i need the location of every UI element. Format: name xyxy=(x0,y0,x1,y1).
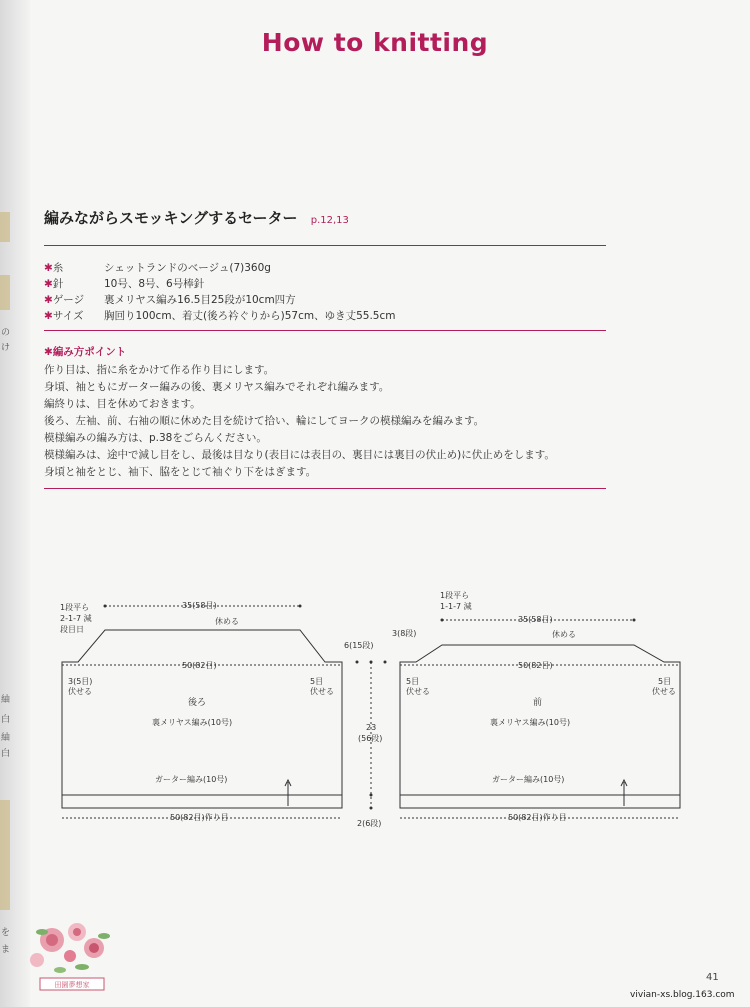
body-length-rows: (56段) xyxy=(358,734,383,743)
page-title: How to knitting xyxy=(261,28,489,57)
gutter-text: 紬 xyxy=(1,733,11,743)
front-piece-name: 前 xyxy=(533,698,543,708)
flower-icon xyxy=(30,923,110,973)
point-item: 後ろ、左袖、前、右袖の順に休めた目を続けて拾い、輪にしてヨークの模様編みを編みます。 xyxy=(44,415,485,427)
pattern-name: 編みながらスモッキングするセーター xyxy=(44,209,298,227)
back-top-width: 35(58目) xyxy=(182,601,217,610)
back-piece-name: 後ろ xyxy=(188,698,207,708)
watermark-text: vivian-xs.blog.163.com xyxy=(630,990,735,1000)
spec-label: 針 xyxy=(52,278,64,290)
spec-value: 裏メリヤス編み16.5目25段が10cm四方 xyxy=(104,294,296,306)
back-decrease-note: 1段平ら xyxy=(60,603,90,612)
points-heading: ✱編み方ポイント xyxy=(44,346,127,358)
point-item: 作り目は、指に糸をかけて作る作り目にします。 xyxy=(44,364,275,376)
spec-label: サイズ xyxy=(52,310,84,322)
front-right-bindoff: 伏せる xyxy=(652,687,676,696)
spec-value: シェットランドのベージュ(7)360g xyxy=(104,262,271,274)
back-decrease-note: 2-1-7 減 xyxy=(60,614,92,623)
flower-logo xyxy=(22,912,122,1006)
front-left-bindoff: 5目 xyxy=(406,677,420,686)
logo-text: 田園夢想家 xyxy=(54,981,90,989)
back-cast-on: 50(82目)作り目 xyxy=(170,813,229,822)
point-item: 模様編みは、途中で減し目をし、最後は目なり(表目には表目の、裏目には裏目の伏止め)に伏止めをします。 xyxy=(44,449,555,461)
point-item: 身頃と袖をとじ、袖下、脇をとじて袖ぐり下をはぎます。 xyxy=(44,466,317,478)
spec-needles: ✱針 10号、8号、6号棒針 xyxy=(44,278,205,290)
gutter-text: 紬 xyxy=(1,695,11,705)
spec-value: 胸回り100cm、着丈(後ろ衿ぐりから)57cm、ゆき丈55.5cm xyxy=(104,310,396,322)
star-icon: ✱ xyxy=(44,346,53,358)
back-right-bindoff: 5目 xyxy=(310,677,324,686)
gutter-text: の xyxy=(1,328,11,338)
gutter-text: を xyxy=(1,928,11,938)
back-garter: ガーター編み(10号) xyxy=(155,775,228,784)
back-stitch: 裏メリヤス編み(10号) xyxy=(152,718,233,727)
gutter-text: 白 xyxy=(1,749,11,759)
front-yoke-rows: 3(8段) xyxy=(392,629,417,638)
back-left-bindoff: 伏せる xyxy=(68,687,92,696)
garter-height: 2(6段) xyxy=(357,819,382,828)
spec-value: 10号、8号、6号棒針 xyxy=(104,278,205,290)
spec-label: ゲージ xyxy=(52,294,85,306)
front-top-width: 35(58目) xyxy=(518,615,553,624)
spec-size: ✱サイズ 胸回り100cm、着丈(後ろ衿ぐりから)57cm、ゆき丈55.5cm xyxy=(44,310,396,322)
front-left-bindoff: 伏せる xyxy=(406,687,430,696)
gutter-text: け xyxy=(1,343,11,353)
front-rest-label: 休める xyxy=(552,630,576,639)
point-item: 身頃、袖ともにガーター編みの後、裏メリヤス編みでそれぞれ編みます。 xyxy=(44,381,390,393)
back-yoke-rows: 6(15段) xyxy=(344,641,374,650)
front-decrease-note: 1-1-7 減 xyxy=(440,602,472,611)
back-rest-label: 休める xyxy=(215,617,239,626)
gutter-text: 白 xyxy=(1,715,11,725)
front-garter: ガーター編み(10号) xyxy=(492,775,565,784)
spec-gauge: ✱ゲージ 裏メリヤス編み16.5目25段が10cm四方 xyxy=(44,294,296,306)
page-number: 41 xyxy=(706,972,719,983)
back-right-bindoff: 伏せる xyxy=(310,687,334,696)
front-right-bindoff: 5目 xyxy=(658,677,672,686)
front-width: 50(82目) xyxy=(518,661,553,670)
back-width: 50(82目) xyxy=(182,661,217,670)
back-left-bindoff: 3(5目) xyxy=(68,677,93,686)
back-decrease-note: 段目日 xyxy=(60,625,84,634)
point-item: 編終りは、目を休めておきます。 xyxy=(44,398,201,410)
gutter-text: ま xyxy=(1,945,11,955)
body-length: 23 xyxy=(366,723,377,732)
point-item: 模様編みの編み方は、p.38をごらんください。 xyxy=(44,432,267,444)
spec-label: 糸 xyxy=(52,262,64,274)
front-stitch: 裏メリヤス編み(10号) xyxy=(490,718,571,727)
spec-yarn: ✱糸 シェットランドのベージュ(7)360g xyxy=(44,262,271,274)
page-reference: p.12,13 xyxy=(310,215,349,226)
front-cast-on: 50(82目)作り目 xyxy=(508,813,567,822)
front-decrease-note: 1段平ら xyxy=(440,591,470,600)
